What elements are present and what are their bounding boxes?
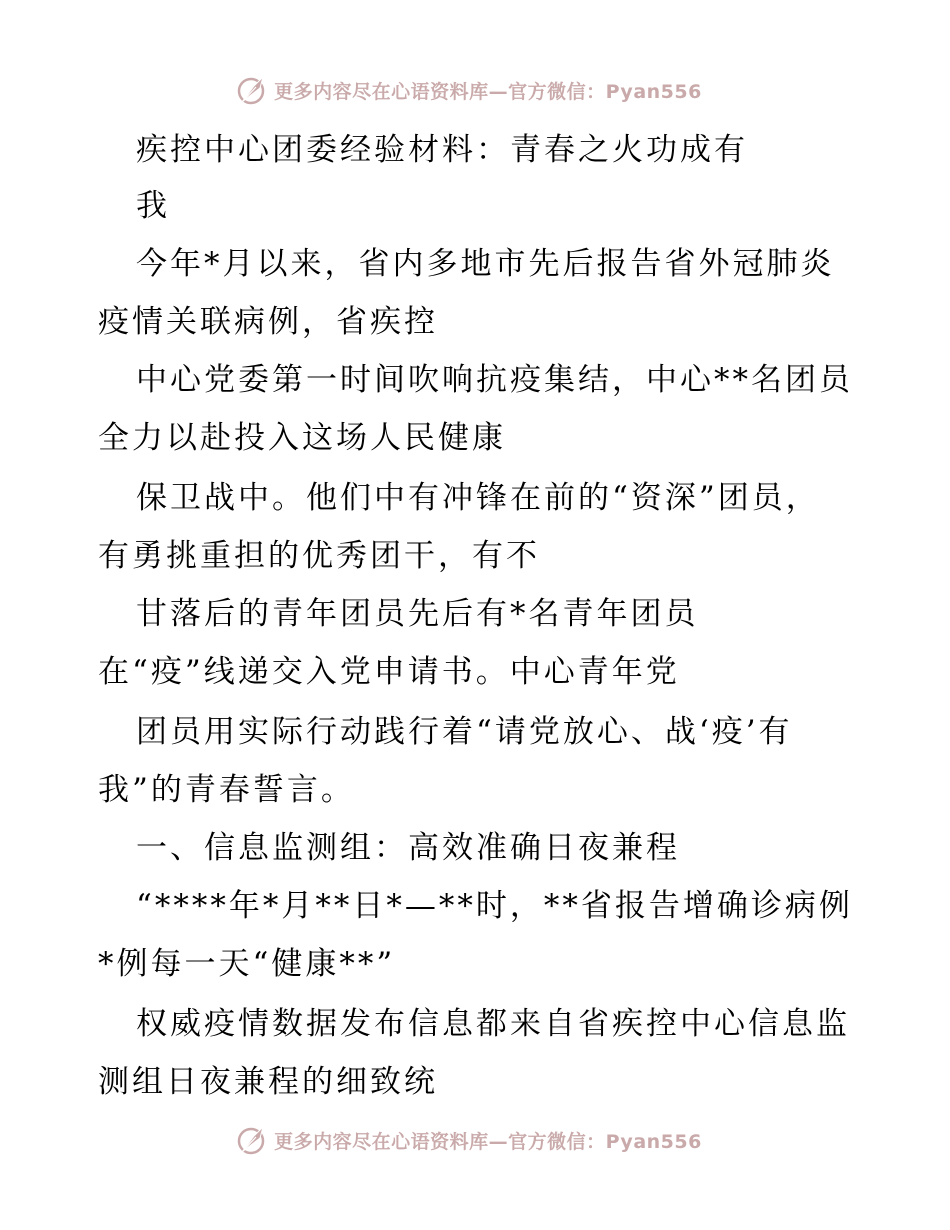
doc-line: “****年*月**日*—**时，**省报告增确诊病例 (136, 888, 853, 924)
doc-line: 今年*月以来，省内多地市先后报告省外冠肺炎 (136, 246, 835, 282)
doc-title-line-2: 我 (136, 188, 170, 224)
doc-line: 甘落后的青年团员先后有*名青年团员 (136, 596, 699, 632)
doc-line: 团员用实际行动践行着“请党放心、战‘疫’有 (136, 714, 793, 750)
doc-line: 权威疫情数据发布信息都来自省疾控中心信息监 (136, 1006, 850, 1042)
doc-line: 疫情关联病例，省疾控 (98, 304, 438, 340)
watermark-text: 更多内容尽在心语资料库—官方微信：Pyan556 (274, 80, 702, 103)
quill-pen-logo-icon (236, 74, 268, 106)
doc-line: 我”的青春誓言。 (98, 772, 355, 808)
doc-line: 测组日夜兼程的细致统 (98, 1064, 438, 1100)
quill-pen-logo-icon (236, 1124, 268, 1156)
footer-watermark-banner (0, 1120, 950, 1160)
doc-title-line-1: 疾控中心团委经验材料：青春之火功成有 (136, 132, 748, 168)
doc-line: 保卫战中。他们中有冲锋在前的“资深”团员， (136, 480, 820, 516)
section-heading: 一、信息监测组：高效准确日夜兼程 (136, 830, 680, 866)
doc-line: 全力以赴投入这场人民健康 (98, 420, 506, 456)
doc-line: 中心党委第一时间吹响抗疫集结，中心**名团员 (136, 362, 853, 398)
watermark-text: 更多内容尽在心语资料库—官方微信：Pyan556 (274, 1130, 702, 1153)
doc-line: *例每一天“健康**” (98, 946, 396, 982)
doc-line: 有勇挑重担的优秀团干，有不 (98, 538, 540, 574)
doc-line: 在“疫”线递交入党申请书。中心青年党 (98, 654, 680, 690)
header-watermark-banner (0, 70, 950, 110)
